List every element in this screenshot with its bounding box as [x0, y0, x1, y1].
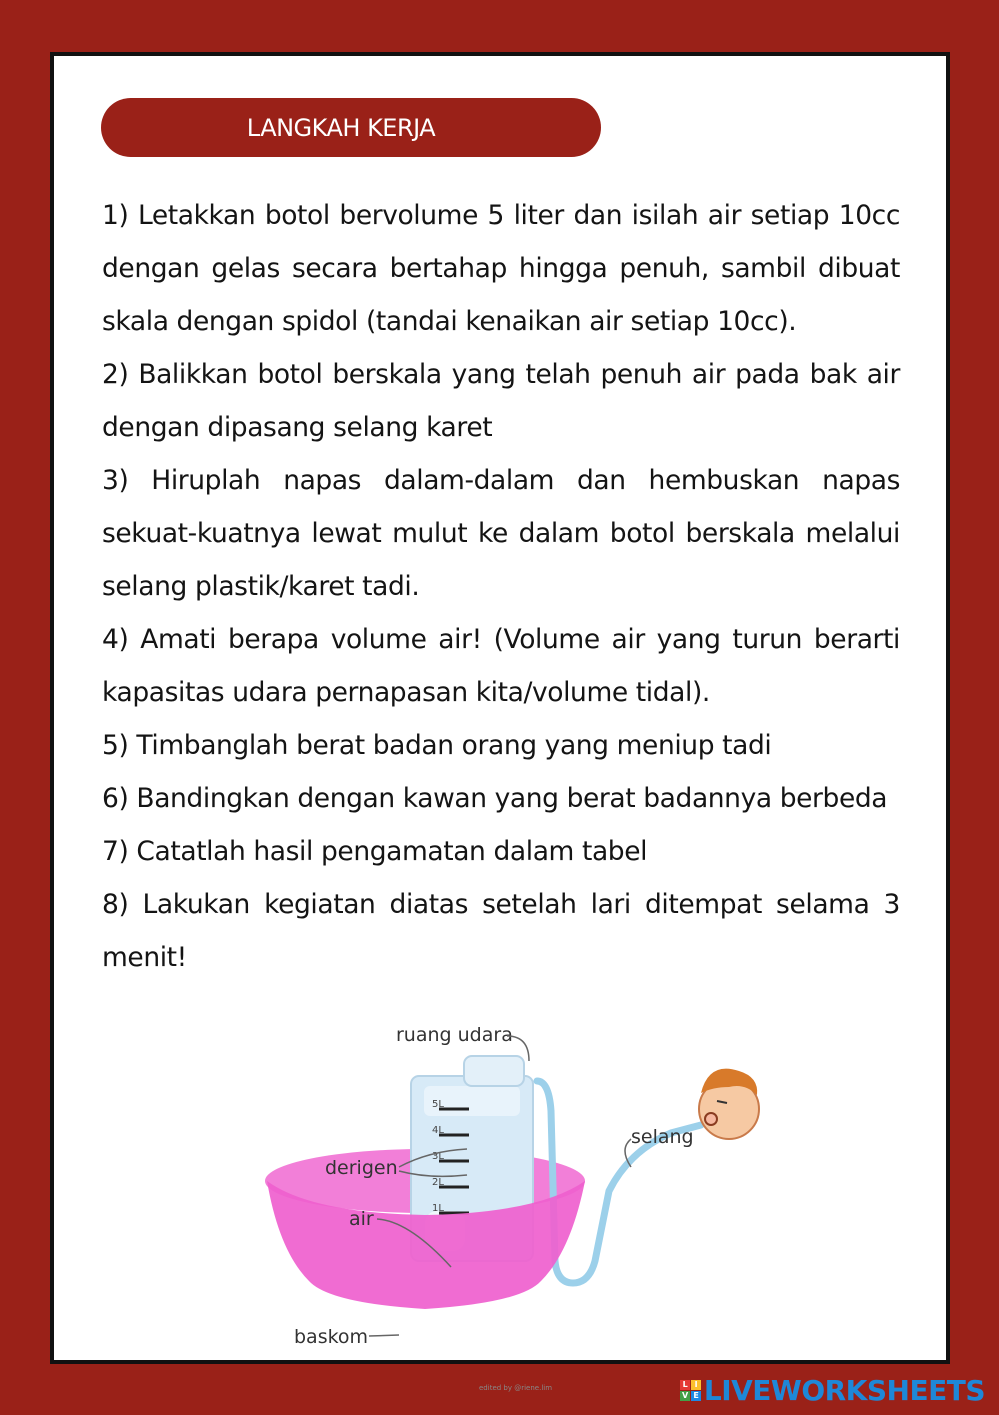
brand-name: LIVEWORKSHEETS	[703, 1374, 985, 1407]
image-credit: edited by @riene.lim	[479, 1384, 553, 1392]
step-2: 2) Balikkan botol berskala yang telah penuh air pada bak air dengan dipasang selang karet	[102, 359, 900, 443]
scale-5l: 5L	[432, 1099, 444, 1110]
steps-list	[102, 189, 900, 984]
step-3: 3) Hiruplah napas dalam-dalam dan hembuskan napas sekuat-kuatnya lewat mulut ke dalam botol berskala melalui selang plastik/karet tadi.	[102, 465, 900, 602]
step-7: 7) Catatlah hasil pengamatan dalam tabel	[102, 836, 648, 867]
scale-4l: 4L	[432, 1125, 444, 1136]
label-derigen: derigen	[325, 1157, 398, 1179]
scale-1l: 1L	[432, 1203, 444, 1214]
step-1: 1) Letakkan botol bervolume 5 liter dan isilah air setiap 10cc dengan gelas secara bertahap hingga penuh, sambil dibuat skala dengan spidol (tandai kenaikan air setiap 10cc).	[102, 200, 900, 337]
baskom-arrow	[369, 1335, 399, 1336]
experiment-illustration	[239, 1021, 739, 1392]
label-baskom: baskom	[294, 1326, 369, 1348]
liveworksheets-logo[interactable]	[680, 1374, 985, 1407]
section-title-text: LANGKAH KERJA	[246, 113, 436, 142]
step-8: 8) Lakukan kegiatan diatas setelah lari ditempat selama 3 menit!	[102, 889, 900, 973]
brand-icon-i: I	[691, 1380, 701, 1390]
label-air: air	[349, 1208, 374, 1230]
worksheet-page	[50, 52, 950, 1392]
label-selang: selang	[631, 1126, 694, 1148]
brand-icon	[680, 1380, 701, 1401]
scale-3l: 3L	[432, 1151, 444, 1162]
brand-icon-e: E	[691, 1391, 701, 1401]
step-6: 6) Bandingkan dengan kawan yang berat badannya berbeda	[102, 783, 888, 814]
label-ruang-udara: ruang udara	[396, 1024, 513, 1046]
scale-2l: 2L	[432, 1177, 444, 1188]
section-title	[101, 98, 601, 157]
brand-icon-v: V	[680, 1391, 690, 1401]
brand-icon-l: L	[680, 1380, 690, 1390]
step-5: 5) Timbanglah berat badan orang yang meniup tadi	[102, 730, 772, 761]
step-4: 4) Amati berapa volume air! (Volume air yang turun berarti kapasitas udara pernapasan kita/volume tidal).	[102, 624, 900, 708]
face-icon	[699, 1069, 759, 1139]
